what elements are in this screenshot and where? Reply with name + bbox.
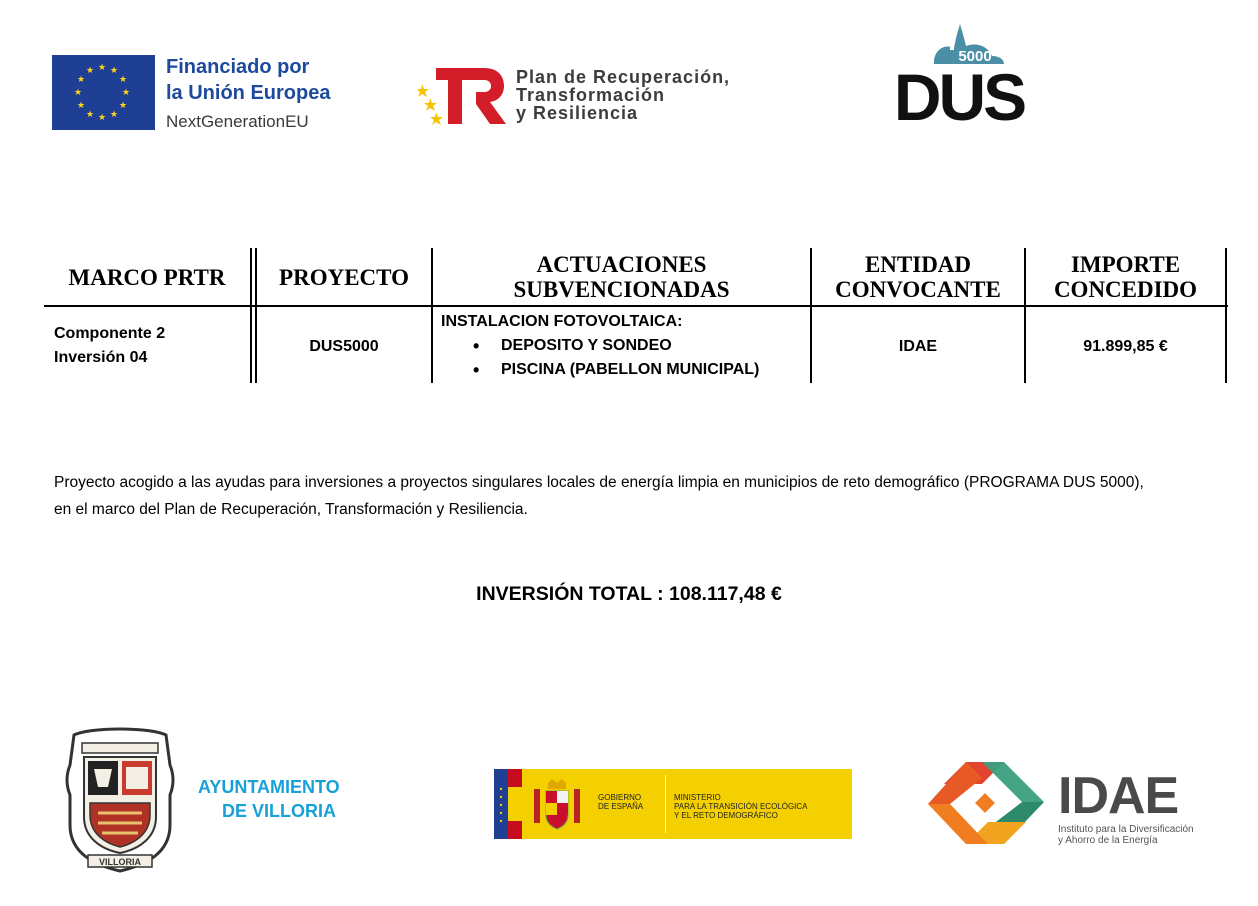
header-actuaciones-l1: ACTUACIONES xyxy=(536,252,707,277)
header-proyecto: PROYECTO xyxy=(279,265,409,290)
ayuntamiento-line-1: AYUNTAMIENTO xyxy=(198,777,340,797)
ministerio-line-1: MINISTERIO xyxy=(674,793,721,802)
header-actuaciones xyxy=(433,252,810,302)
spain-coat-of-arms-icon xyxy=(528,775,586,833)
ayuntamiento-label xyxy=(198,775,340,823)
dus-name: DUS xyxy=(893,60,1025,124)
table-header-rule xyxy=(44,305,1228,307)
cell-entidad: IDAE xyxy=(898,338,938,355)
dus5000-logo xyxy=(884,20,1034,124)
gobierno-espana-logo xyxy=(494,769,852,839)
eu-line-1: Financiado por xyxy=(166,56,310,78)
cell-importe: 91.899,85 € xyxy=(1083,338,1168,355)
header-actuaciones-l2: SUBVENCIONADAS xyxy=(513,277,730,302)
prtr-line-3: y Resiliencia xyxy=(516,103,639,123)
eu-spain-flag-icon xyxy=(494,769,522,839)
eu-line-2: la Unión Europea xyxy=(166,82,331,104)
header-entidad xyxy=(812,252,1024,302)
list-item: • PISCINA (PABELLON MUNICIPAL) xyxy=(441,358,806,382)
ministerio-line-2: PARA LA TRANSICIÓN ECOLÓGICA xyxy=(674,802,808,811)
eu-line-3: NextGenerationEU xyxy=(166,112,309,131)
table-divider xyxy=(1225,248,1227,383)
gobierno-text xyxy=(598,793,643,811)
header-entidad-l2: CONVOCANTE xyxy=(835,277,1001,302)
eu-flag-logo: ★ ★ ★ ★ ★ ★ ★ ★ ★ ★ ★ ★ xyxy=(52,55,155,130)
header-marco: MARCO PRTR xyxy=(68,265,226,290)
idae-logo xyxy=(926,760,1046,846)
header-importe xyxy=(1026,252,1225,302)
total-investment: INVERSIÓN TOTAL : 108.117,48 € xyxy=(476,583,782,605)
gobierno-separator xyxy=(665,775,666,833)
cell-actuaciones xyxy=(441,310,806,382)
cell-marco-l2: Inversión 04 xyxy=(54,349,148,366)
idae-name: IDAE xyxy=(1058,767,1179,825)
prtr-text xyxy=(516,68,730,122)
villoria-coat-of-arms-logo xyxy=(60,725,180,875)
header-entidad-l1: ENTIDAD xyxy=(864,252,972,277)
header-importe-l2: CONCEDIDO xyxy=(1053,277,1198,302)
cell-proyecto: DUS5000 xyxy=(309,338,379,355)
prtr-line-1: Plan de Recuperación, xyxy=(516,67,731,87)
prtr-logo xyxy=(418,66,508,126)
ayuntamiento-line-2: DE VILLORIA xyxy=(222,801,337,821)
actuaciones-list xyxy=(441,334,806,382)
shield-banner: VILLORIA xyxy=(99,857,141,867)
description-line-1: Proyecto acogido a las ayudas para inversiones a proyectos singulares locales de energía limpia en municipios de reto demográfico (PROGRAMA DUS 5000), xyxy=(54,474,1144,491)
cell-marco-l1: Componente 2 xyxy=(54,325,166,342)
dus-badge: 5000 xyxy=(958,48,992,65)
idae-subtitle-line-1: Instituto para la Diversificación xyxy=(1058,824,1194,835)
table-divider xyxy=(250,248,252,383)
gobierno-line-1: GOBIERNO xyxy=(598,793,642,802)
actuaciones-title: INSTALACION FOTOVOLTAICA: xyxy=(441,313,683,330)
description-line-2: en el marco del Plan de Recuperación, Transformación y Resiliencia. xyxy=(54,501,528,518)
project-description xyxy=(54,469,1224,523)
idae-subtitle xyxy=(1058,824,1194,846)
list-item: • DEPOSITO Y SONDEO xyxy=(441,334,806,358)
gobierno-line-2: DE ESPAÑA xyxy=(598,802,644,811)
idae-subtitle-line-2: y Ahorro de la Energía xyxy=(1058,835,1158,846)
cell-marco xyxy=(54,322,244,370)
eu-funding-text xyxy=(166,54,330,134)
ministerio-text xyxy=(674,793,808,820)
ministerio-line-3: Y EL RETO DEMOGRÁFICO xyxy=(674,811,778,820)
prtr-line-2: Transformación xyxy=(516,85,666,105)
header-importe-l1: IMPORTE xyxy=(1070,252,1181,277)
